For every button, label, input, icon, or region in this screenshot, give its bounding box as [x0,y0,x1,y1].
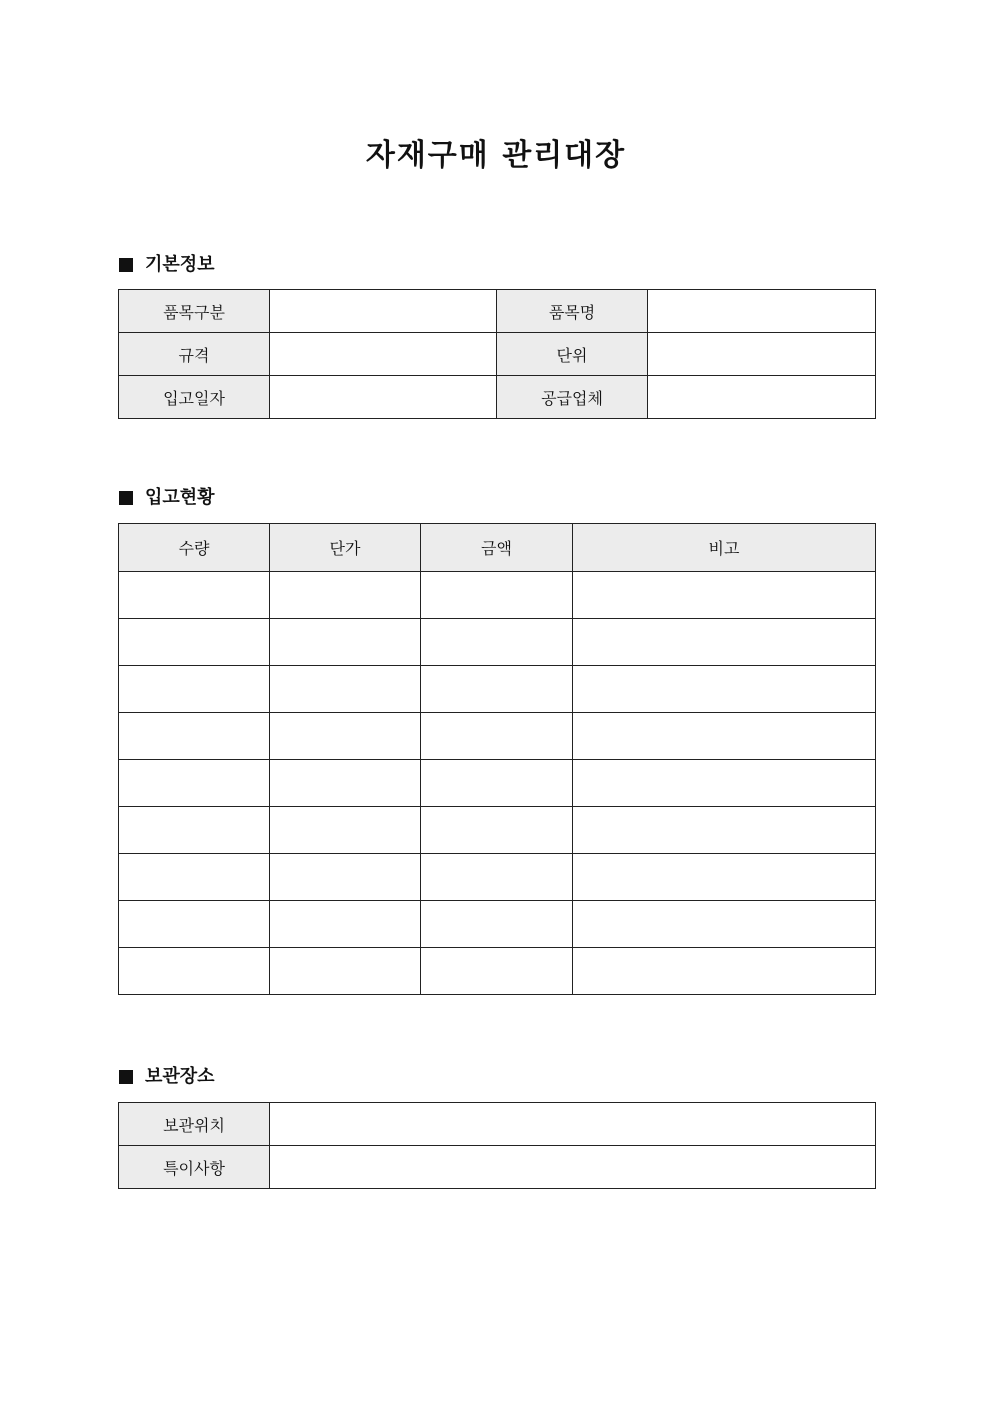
table-cell[interactable] [270,807,421,854]
field-label: 품목구분 [119,290,270,333]
table-cell[interactable] [270,854,421,901]
field-label: 공급업체 [497,376,648,419]
table-cell[interactable] [270,619,421,666]
field-value-item-name[interactable] [648,290,876,333]
column-header: 비고 [573,524,876,572]
table-cell[interactable] [119,713,270,760]
table-row [119,713,876,760]
table-cell[interactable] [270,760,421,807]
document-title: 자재구매 관리대장 [365,138,627,173]
table-row [119,376,876,419]
table-row [119,619,876,666]
table-row [119,901,876,948]
field-label: 단위 [497,333,648,376]
table-cell[interactable] [421,807,573,854]
table-cell[interactable] [119,901,270,948]
table-cell[interactable] [573,901,876,948]
table-cell[interactable] [573,666,876,713]
stock-status-table [118,523,876,995]
table-row [119,854,876,901]
table-cell[interactable] [119,619,270,666]
table-row [119,1103,876,1146]
table-cell[interactable] [573,948,876,995]
table-cell[interactable] [573,713,876,760]
section-heading-storage [119,1065,215,1089]
table-row [119,948,876,995]
section-heading-stock-text: 입고현황 [145,487,215,508]
table-cell[interactable] [270,666,421,713]
section-heading-basic [119,253,215,277]
table-row [119,760,876,807]
table-cell[interactable] [421,854,573,901]
field-label: 품목명 [497,290,648,333]
table-cell[interactable] [573,854,876,901]
square-bullet-icon [119,258,133,272]
table-row [119,1146,876,1189]
table-row [119,290,876,333]
table-cell[interactable] [270,572,421,619]
field-value-item-category[interactable] [270,290,497,333]
table-cell[interactable] [573,807,876,854]
field-label: 입고일자 [119,376,270,419]
field-label: 보관위치 [119,1103,270,1146]
table-row [119,666,876,713]
table-cell[interactable] [119,807,270,854]
field-value-remarks[interactable] [270,1146,876,1189]
field-label: 특이사항 [119,1146,270,1189]
storage-table [118,1102,876,1189]
table-cell[interactable] [573,619,876,666]
table-cell[interactable] [421,619,573,666]
field-value-storage-location[interactable] [270,1103,876,1146]
table-cell[interactable] [270,948,421,995]
table-cell[interactable] [421,901,573,948]
table-cell[interactable] [119,854,270,901]
basic-info-table [118,289,876,419]
section-heading-storage-text: 보관장소 [145,1066,215,1087]
table-row [119,807,876,854]
column-header: 금액 [421,524,573,572]
table-cell[interactable] [573,572,876,619]
table-cell[interactable] [270,713,421,760]
table-row [119,572,876,619]
square-bullet-icon [119,1070,133,1084]
square-bullet-icon [119,491,133,505]
field-label: 규격 [119,333,270,376]
table-cell[interactable] [421,572,573,619]
table-cell[interactable] [421,760,573,807]
table-cell[interactable] [421,666,573,713]
table-cell[interactable] [270,901,421,948]
column-header: 수량 [119,524,270,572]
table-row [119,333,876,376]
field-value-spec[interactable] [270,333,497,376]
table-cell[interactable] [119,572,270,619]
table-cell[interactable] [421,713,573,760]
field-value-unit[interactable] [648,333,876,376]
field-value-supplier[interactable] [648,376,876,419]
table-cell[interactable] [119,948,270,995]
section-heading-stock [119,486,215,510]
table-header-row [119,524,876,572]
table-cell[interactable] [119,666,270,713]
table-cell[interactable] [119,760,270,807]
section-heading-basic-text: 기본정보 [145,254,215,275]
table-cell[interactable] [573,760,876,807]
column-header: 단가 [270,524,421,572]
field-value-receipt-date[interactable] [270,376,497,419]
table-cell[interactable] [421,948,573,995]
